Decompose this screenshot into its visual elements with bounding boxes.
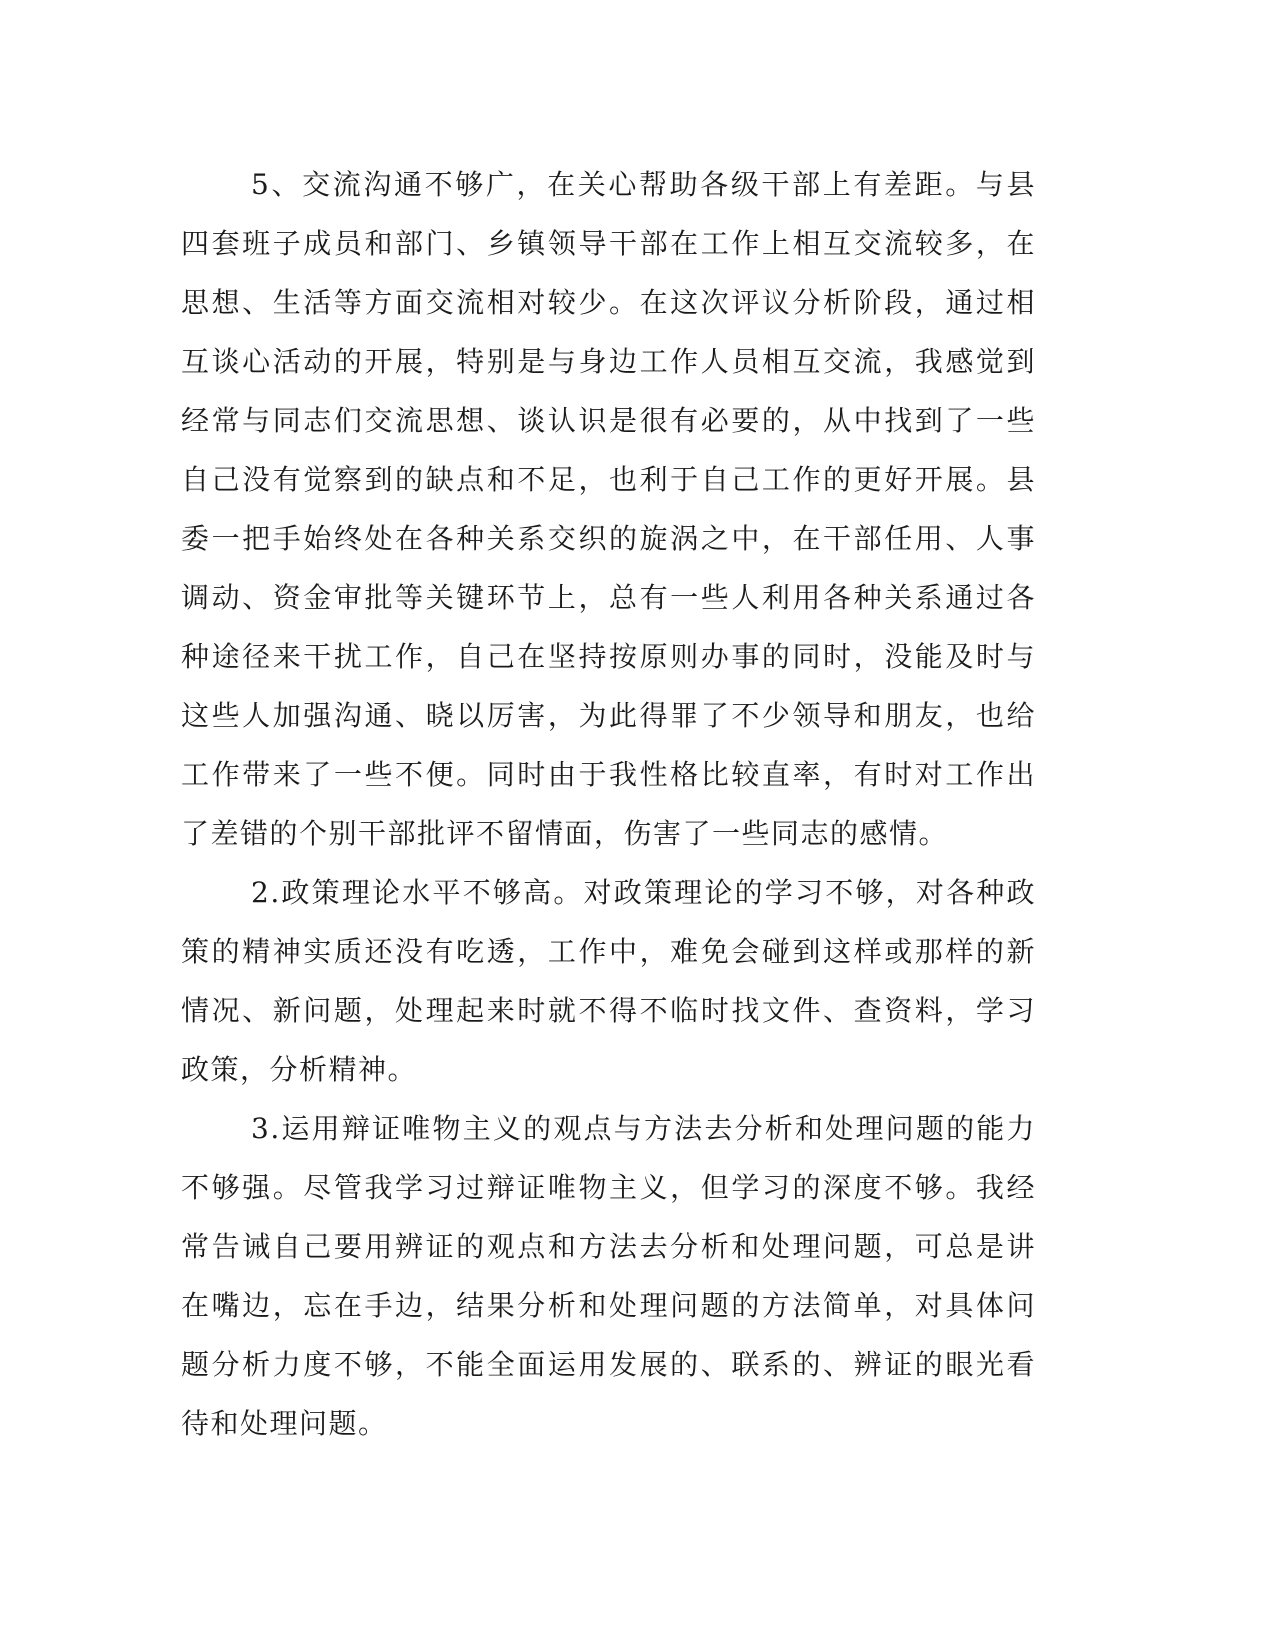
paragraph-communication: 5、交流沟通不够广，在关心帮助各级干部上有差距。与县四套班子成员和部门、乡镇领导干部在工作上相互交流较多，在思想、生活等方面交流相对较少。在这次评议分析阶段，通过相互谈心活动的开展，特别是与身边工作人员相互交流，我感觉到经常与同志们交流思想、谈认识是很有必要的，从中找到了一些自己没有觉察到的缺点和不足，也利于自己工作的更好开展。县委一把手始终处在各种关系交织的旋涡之中，在干部任用、人事调动、资金审批等关键环节上，总有一些人利用各种关系通过各种途径来干扰工作，自己在坚持按原则办事的同时，没能及时与这些人加强沟通、晓以厉害，为此得罪了不少领导和朋友，也给工作带来了一些不便。同时由于我性格比较直率，有时对工作出了差错的个别干部批评不留情面，伤害了一些同志的感情。	[181, 168, 1036, 850]
document-body	[181, 155, 1036, 1453]
paragraph-policy-theory: 2.政策理论水平不够高。对政策理论的学习不够，对各种政策的精神实质还没有吃透，工作中，难免会碰到这样或那样的新情况、新问题，处理起来时就不得不临时找文件、查资料，学习政策，分析精神。	[181, 876, 1036, 1086]
paragraph-dialectical-materialism: 3.运用辩证唯物主义的观点与方法去分析和处理问题的能力不够强。尽管我学习过辩证唯物主义，但学习的深度不够。我经常告诫自己要用辨证的观点和方法去分析和处理问题，可总是讲在嘴边，忘在手边，结果分析和处理问题的方法简单，对具体问题分析力度不够，不能全面运用发展的、联系的、辨证的眼光看待和处理问题。	[181, 1112, 1036, 1440]
